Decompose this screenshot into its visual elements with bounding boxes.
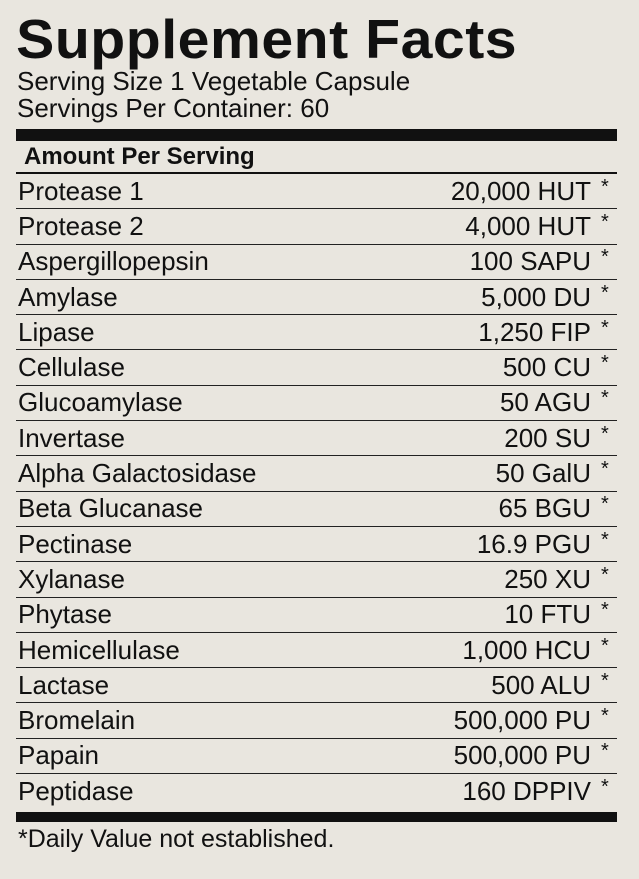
ingredient-amount: 500 ALU: [491, 669, 591, 700]
thick-divider-bottom: [16, 812, 617, 822]
ingredient-name: Peptidase: [18, 776, 134, 807]
daily-value-marker: *: [601, 210, 609, 233]
amount-per-serving-header: Amount Per Serving: [16, 141, 617, 174]
ingredient-row: [16, 562, 617, 597]
ingredient-row: [16, 633, 617, 668]
ingredient-row: [16, 245, 617, 280]
daily-value-marker: *: [601, 563, 609, 586]
ingredient-amount: 20,000 HUT: [450, 175, 591, 206]
ingredient-amount: 1,250 FIP: [478, 316, 591, 347]
ingredient-row: [16, 739, 617, 774]
ingredient-row: [16, 668, 617, 703]
ingredient-amount: 100 SAPU: [469, 246, 591, 277]
ingredient-amount: 50 GalU: [495, 458, 591, 489]
ingredient-name: Pectinase: [18, 528, 133, 559]
ingredient-name: Xylanase: [18, 563, 125, 594]
ingredient-name: Bromelain: [18, 705, 136, 736]
ingredient-name: Glucoamylase: [18, 387, 183, 418]
ingredient-row: [16, 280, 617, 315]
ingredient-row: [16, 386, 617, 421]
ingredient-amount: 200 SU: [504, 422, 591, 453]
ingredient-name: Alpha Galactosidase: [18, 458, 257, 489]
ingredient-row: [16, 315, 617, 350]
daily-value-marker: *: [601, 422, 609, 445]
ingredient-name: Lactase: [18, 669, 110, 700]
ingredient-name: Invertase: [18, 422, 125, 453]
serving-size: Serving Size 1 Vegetable Capsule: [17, 66, 411, 96]
ingredient-row: [16, 350, 617, 385]
daily-value-marker: *: [601, 669, 609, 692]
daily-value-marker: *: [601, 740, 609, 763]
ingredient-amount: 16.9 PGU: [476, 528, 591, 559]
ingredient-row: [16, 527, 617, 562]
ingredient-amount: 1,000 HCU: [462, 634, 591, 665]
ingredient-row: [16, 598, 617, 633]
ingredient-row: [16, 456, 617, 491]
daily-value-marker: *: [601, 352, 609, 375]
ingredient-name: Protease 1: [18, 175, 144, 206]
ingredient-amount: 250 XU: [504, 563, 591, 594]
daily-value-marker: *: [601, 316, 609, 339]
ingredient-amount: 65 BGU: [498, 493, 591, 524]
daily-value-marker: *: [601, 528, 609, 551]
daily-value-marker: *: [601, 175, 609, 198]
ingredient-name: Hemicellulase: [18, 634, 180, 665]
daily-value-marker: *: [601, 599, 609, 622]
ingredient-amount: 500 CU: [502, 352, 591, 383]
ingredient-name: Lipase: [18, 316, 95, 347]
daily-value-marker: *: [601, 634, 609, 657]
ingredient-amount: 10 FTU: [504, 599, 591, 630]
ingredient-name: Papain: [18, 740, 99, 771]
ingredient-list: [16, 174, 617, 809]
ingredient-amount: 160 DPPIV: [462, 776, 591, 807]
ingredient-row: [16, 209, 617, 244]
daily-value-marker: *: [601, 246, 609, 269]
ingredient-name: Amylase: [18, 281, 118, 312]
ingredient-name: Protease 2: [18, 210, 144, 241]
ingredient-name: Cellulase: [18, 352, 125, 383]
ingredient-amount: 5,000 DU: [481, 281, 591, 312]
daily-value-marker: *: [601, 458, 609, 481]
ingredient-row: [16, 774, 617, 809]
daily-value-footnote: *Daily Value not established.: [18, 825, 335, 854]
ingredient-row: [16, 421, 617, 456]
ingredient-amount: 500,000 PU: [453, 705, 591, 736]
ingredient-amount: 500,000 PU: [453, 740, 591, 771]
ingredient-row: [16, 492, 617, 527]
daily-value-marker: *: [601, 776, 609, 799]
serving-info: [12, 68, 617, 122]
ingredient-row: [16, 703, 617, 738]
daily-value-marker: *: [601, 493, 609, 516]
daily-value-marker: *: [601, 387, 609, 410]
ingredient-name: Aspergillopepsin: [18, 246, 209, 277]
ingredient-amount: 4,000 HUT: [465, 210, 591, 241]
servings-per-container: Servings Per Container: 60: [17, 93, 330, 123]
thick-divider: [16, 129, 617, 141]
ingredient-amount: 50 AGU: [499, 387, 591, 418]
ingredient-row: [16, 174, 617, 209]
daily-value-marker: *: [601, 281, 609, 304]
daily-value-marker: *: [601, 705, 609, 728]
panel-title: Supplement Facts: [16, 8, 518, 70]
ingredient-name: Phytase: [18, 599, 112, 630]
ingredient-name: Beta Glucanase: [18, 493, 204, 524]
